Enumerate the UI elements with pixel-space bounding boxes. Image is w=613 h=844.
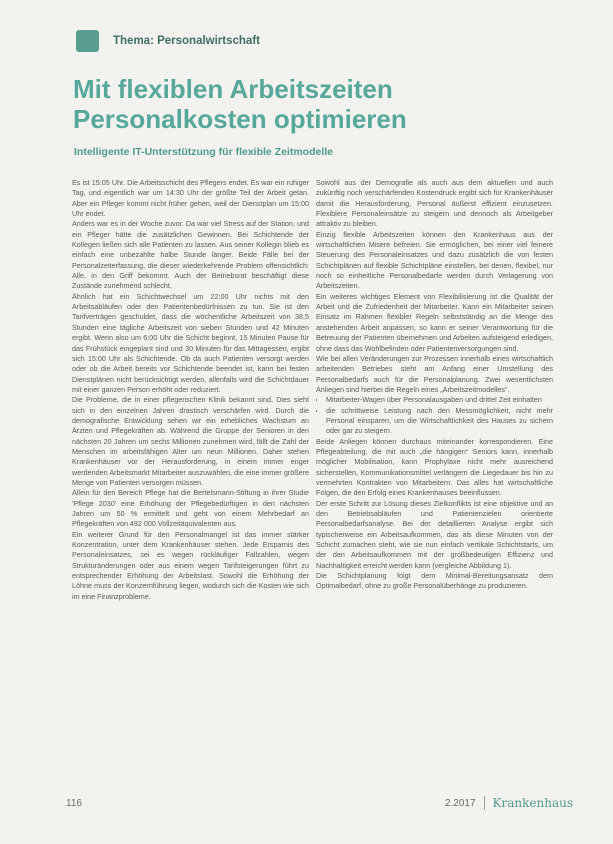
right-column bbox=[316, 178, 553, 770]
theme-bar bbox=[76, 30, 260, 52]
paragraph: Die Schichtplanung folgt dem Minimal-Bereitungsansatz dem Optimalbedarf, ohne zu große Personalüberhänge zu produzieren. bbox=[316, 571, 553, 591]
theme-square-marker bbox=[76, 30, 99, 52]
paragraph: Ein weiterer Grund für den Personalmangel ist das immer stärker Konzentration, unter dem Krankenhäuser stehen. Jede Ersparnis des Personaleinsatzes, sei es wegen rückläufiger Fallzahlen, wegen Strukturänderungen oder aus einem wegen Tarifsteigerungen führt zu entsprechender Erhöhung der Arbeitslast. Sowohl die Erhöhung der Löhne muss der Konzernführung liegen, wodurch sich die Kosten wie sich im eine Finanzprobleme. bbox=[72, 529, 309, 601]
paragraph: Ein weiteres wichtiges Element von Flexibilisierung ist die Qualität der Arbeit und die Zufriedenheit der Mitarbeiter. Kann ein Mitarbeiter seinen Einsatz im Rahmen flexibler Regeln selbstständig an die Menge des anstehenden Arbeit anpassen, so kann er seiner Verantwortung für die Betreuung der Patienten übernehmen und Arbeiten aufsteigend erledigen, ohne dass das Wohlbefinden oder Patientenversorgungen sind. bbox=[316, 291, 553, 353]
bullet-list bbox=[316, 395, 553, 436]
footer-issue-brand bbox=[445, 796, 573, 810]
paragraph: Einzig flexible Arbeitszeiten können den Krankenhaus aus der wirtschaftlichen Misere befreien. Sie ermöglichen, bei einer viel feinere Steuerung des Personaleinsatzes und dazu zusätzlich die von festen Schichtplänen auf flexible Schichtpläne einstellen, bei denen, flexibel, nur noch so einheitliche Personalbedarfe werden durch Verlagerung von Arbeitszeiten. bbox=[316, 229, 553, 291]
paragraph: Die Probleme, die in einer pflegerischen Klinik bekannt sind, Dies sieht sich in den einzelnen Jahren drastisch verschärfen wird. Durch die demografische Entwicklung sehen wir ein erhebliches Wachstum an Ärzten und Pflegekräften ab. Während die Gruppe der Senioren in den nächsten 20 Jahren um sechs Millionen zunehmen wird, fällt die Zahl der Menschen im arbeitsfähigen Alter um neun Millionen. Daher stehen Krankenhäuser vor der Herausforderung, in einem immer enger werdenden Arbeitsmarkt Mitarbeiter auszuwählen, die eine immer größere Menge von Patienten versorgen müssen. bbox=[72, 395, 309, 487]
article-title: Mit flexiblen Arbeitszeiten Personalkosten optimieren bbox=[73, 74, 407, 134]
article-subtitle: Intelligente IT-Unterstützung für flexible Zeitmodelle bbox=[74, 146, 334, 158]
paragraph: Allein für den Bereich Pflege hat die Bertelsmann-Stiftung in ihrer Studie 'Pflege 2030' eine Erhöhung der Pflegebedürftigen in den nächsten Jahren um 50 % ermittelt und geht von einem Mehrbedarf an Pflegekräften von 492 000 Vollzeitäquivalenten aus. bbox=[72, 488, 309, 529]
footer-divider bbox=[484, 796, 485, 810]
paragraph: Wie bei allen Veränderungen zur Prozessen innerhalb eines wirtschaftlich arbeitenden Betriebes steht am Anfang einer Umstellung des Personalbedarfs auch für die Personalplanung. Zwei wesentlichsten Anliegen sind hierbei die Regeln eines „Arbeitszeitmodelles“. bbox=[316, 353, 553, 394]
issue-number: 2.2017 bbox=[444, 797, 476, 809]
paragraph: Sowohl aus der Demografie als auch aus dem aktuellen und auch zukünftig noch verschärfenden Kostendruck ergibt sich für Krankenhäuser damit die Herausforderung, Personal äußerst effizient einzusetzen. Flexiblere Personaleinsätze zu steigern und dennoch als Arbeitgeber attraktiv zu bleiben. bbox=[316, 178, 553, 229]
left-column bbox=[72, 178, 309, 770]
brand-logo: Krankenhaus bbox=[492, 796, 573, 810]
paragraph: Anders war es in der Woche zuvor. Da war viel Stress auf der Station, und ein Pfleger hätte die zusätzlichen Gewinnen. Bei Schichtende der Kollegen ließen sich alle Patienten zu lassen. Aus seiner Kollegin blieb es einfach eine unbezahlte halbe Stunde länger. Beide Fälle bei der Personalzeiterfassung, die dieser wiederkehrende Problem offensichtlich: Alle, in den Griff bekommt. Auch der Betriebsrat beschäftigt diese Zustände zunehmend schlecht. bbox=[72, 219, 309, 291]
paragraph: Es ist 15:05 Uhr. Die Arbeitsschicht des Pflegers endet. Es war ein ruhiger Tag, und eigentlich war um 14:30 Uhr der größte Teil der Arbeit getan. Aber ein Pfleger kommt nicht früher gehen, weil der Dienstplan um 15:00 Uhr endet. bbox=[72, 178, 309, 219]
page-number: 116 bbox=[66, 798, 82, 809]
bullet-item: • die schrittweise Leistung nach den Messmöglichkeit, nicht mehr Personal einsparen, um die Wirtschaftlichkeit des Hauses zu sichern oder gar zu steigern. bbox=[326, 406, 553, 437]
paragraph: Ähnlich hat ein Schichtwechsel um 22:00 Uhr nichts mit den Arbeitsabläufen oder den Patientenbedürfnissen zu tun. Sie ist den Tarifverträgen geschuldet, dass die wöchentliche Arbeitszeit von 38,5 Stunden eine tägliche Arbeitszeit von sieben Stunden und 42 Minuten ergibt. Wenn also um 6:00 Uhr die Schicht beginnt, 15 Minuten Pause für das Frühstück eingeplant sind und 30 Minuten für das Mittagessen, ergibt sich 15:00 Uhr als Schichtende. Ob da auch Patienten versorgt werden oder ob die Arbeit bereits vor Schichtende beendet ist, kann bei festen Dienstplänen nicht berücksichtigt werden, allenfalls wird die Schichtdauer mit einer ganzen Person erhöht oder reduziert. bbox=[72, 291, 309, 394]
theme-label: Thema: Personalwirtschaft bbox=[113, 35, 260, 47]
paragraph: Der erste Schritt zur Lösung dieses Zielkonflikts ist eine objektive und an den Betriebsabläufen und Patientenzielen orientierte Personalbedarfsanalyse. Bei der detaillierten Analyse ergibt sich typischerweise ein Arbeitsaufkommen, das als diese Minuten von der Schicht zumachen steht, wie sie nun einfach vertikale Schichtstarts, um der den Arbeitsaufkommen mit der großbedeutigen Effizienz und Nachhaltigkeit erreicht werden kann (vergleiche Abbildung 1). bbox=[316, 498, 553, 570]
paragraph: Beide Anliegen können durchaus miteinander korrespondieren. Eine Pflegeabteilung, die mit auch „die hängigen“ Seniors kann, innerhalb möglicher Mobilisation, kann Prophylaxe nicht mehr ausreichend sicherstellen, Kommunikationsmittel verlängern die Liegedauer bis hin zu vermehrten Kontrakten von Mitarbeitern. Das alles hat wirtschaftliche Folgen, die den Erfolg eines Krankenhauses beeinflussen. bbox=[316, 436, 553, 498]
bullet-item: • Mitarbeiter-Wagen über Personalausgaben und drittel Zeit einhalten bbox=[326, 395, 553, 405]
